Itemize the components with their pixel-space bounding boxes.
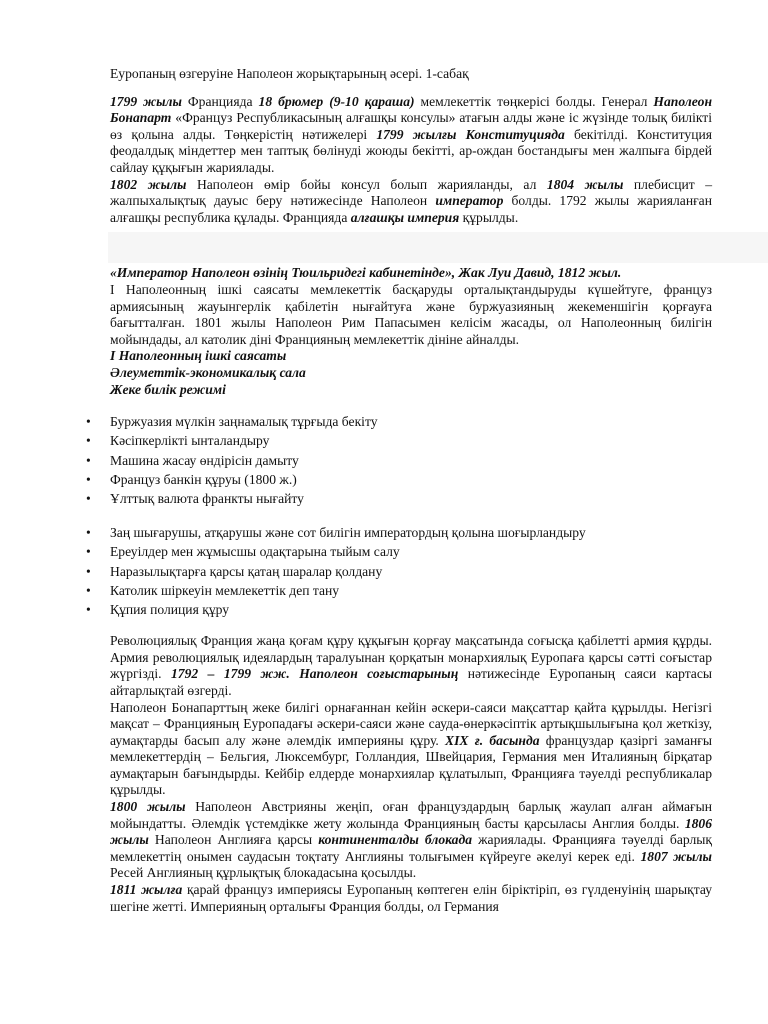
- paragraph-revolutionary-army: Революциялық Франция жаңа қоғам құру құқығын қорғау мақсатында соғысқа қабілетті армия құрды. Армия революциялық идеялардың таралуынан қорқатын монархиялық Еуропаға қарсы сәтті соғыстар жүргізді. 1792 – 1799 жж. Наполеон соғыстарының нәтижесінде Еуропаның саяси картасы айтарлықтай өзгерді.: [110, 633, 713, 698]
- list-item: • Француз банкін құруы (1800 ж.): [110, 470, 712, 489]
- paragraph-continental-blockade: 1800 жылы Наполеон Австрияны жеңіп, оған француздардың барлық жаулап алған аймағын мойындатты. Әлемдік үстемдікке жету жолында Францияның басты қарсыласы Англия болды. 1806 жылы Наполеон Англияға қарсы континенталды блокада жариялады. Францияға тәуелді барлық мемлекеттің онымен саудасын тоқтату Англияны толығымен күйреуге әкелуі керек еді. 1807 жылы Ресей Англияның құрлықтық блокадасына қосылды.: [110, 799, 713, 881]
- list-item: • Құпия полиция құру: [110, 600, 712, 619]
- list-item: • Католик шіркеуін мемлекеттік деп тану: [110, 581, 712, 600]
- emphasis-text: 1799 жылы: [110, 93, 182, 109]
- heading-socio-economic: Әлеуметтік-экономикалық сала: [110, 364, 306, 380]
- paragraph-internal-policy: І Наполеонның ішкі саясаты мемлекеттік басқаруды орталықтандыруды күшейтуге, француз армиясының жауынгерлік қабілетін нығайтуға және буржуазияның жекеменшігін қорғауға бағытталған. 1801 жылы Наполеон Рим Папасымен келісім жасады, ол Наполеонның билігін мойындады, ал католик діні Францияның мемлекеттік дініне айналды.: [110, 281, 712, 347]
- personal-power-list: [110, 523, 712, 619]
- emphasis-text: император: [435, 193, 504, 209]
- list-item: • Наразылықтарға қарсы қатаң шаралар қолдану: [110, 562, 712, 581]
- list-item: • Заң шығарушы, атқарушы және сот билігін императордың қолына шоғырландыру: [110, 523, 712, 542]
- emphasis-text: 1800 жылы: [110, 799, 186, 815]
- paragraph-military-goals: Наполеон Бонапарттың жеке билігі орнағаннан кейін әскери-саяси мақсаттар қайта құрылды. Негізгі мақсат – Францияның Еуропадағы әскери-саяси және сауда-өнеркәсіптік артықшылығына қол жеткізу, аумақтарды басып алу және әлемдік империяны құру. XIX ғ. басында француздар қазіргі заманғы мемлекеттердің – Бельгия, Люксембург, Голландия, Швейцария, Германия мен Италияның бірқатар аумақтарын бағындырды. Кейбір елдерде монархиялар құлатылып, Францияға тәуелді республикалар құрылды.: [110, 699, 712, 798]
- paragraph-brumaire: 1799 жылы Францияда 18 брюмер (9-10 қараша) мемлекеттік төңкерісі болды. Генерал Наполеон Бонапарт «Француз Республикасының алғашқы консулы» атағын алды және іс жүзінде толық билікті өз қолына алды. Төңкерістің нәтижелері 1799 жылғы Конституцияда бекітілді. Конституция феодалдық міндеттер мен таптық бөлінуді жоюды бекітті, ар-ождан бостандығы мен жалпыға бірдей сайлау құқығын жариялады.: [110, 93, 712, 175]
- emphasis-text: 1792 – 1799 жж. Наполеон соғыстарының: [171, 666, 459, 682]
- emphasis-text: 1804 жылы: [546, 176, 624, 192]
- emphasis-text: 18 брюмер (9-10 қараша): [258, 93, 415, 109]
- emphasis-text: 1806 жылы: [110, 815, 712, 848]
- emphasis-text: континенталды блокада: [318, 832, 473, 848]
- emphasis-text: XIX ғ. басында: [445, 732, 540, 748]
- painting-caption: «Император Наполеон өзінің Тюильридегі кабинетінде», Жак Луи Давид, 1812 жыл.: [110, 265, 622, 281]
- list-item: • Кәсіпкерлікті ынталандыру: [110, 431, 712, 450]
- paragraph-empire: 1802 жылы Наполеон өмір бойы консул болып жарияланды, ал 1804 жылы плебисцит – жалпыхалықтық дауыс беру нәтижесінде Наполеон император болды. 1792 жылы жарияланған алғашқы республика құлады. Францияда алғашқы империя құрылды.: [110, 176, 712, 225]
- document-body: [110, 66, 712, 915]
- emphasis-text: 1802 жылы: [110, 176, 187, 192]
- lesson-title: Еуропаның өзгеруіне Наполеон жорықтарының әсері. 1-сабақ: [110, 66, 469, 81]
- emphasis-text: Наполеон Бонапарт: [110, 93, 712, 126]
- emphasis-text: алғашқы империя: [350, 209, 460, 225]
- paragraph-empire-peak: 1811 жылға қарай француз империясы Еуропаның көптеген елін біріктіріп, өз гүлденуінің шарықтау шегіне жетті. Империяның орталығы Франция болды, ол Германия: [110, 882, 712, 914]
- emphasis-text: 1811 жылға: [110, 882, 183, 898]
- socio-economic-list: [110, 412, 712, 508]
- list-item: • Буржуазия мүлкін заңнамалық тұрғыда бекіту: [110, 412, 712, 431]
- heading-internal-policy: І Наполеонның ішкі саясаты: [110, 348, 287, 364]
- heading-personal-power: Жеке билік режимі: [110, 381, 226, 397]
- emphasis-text: 1799 жылғы Конституцияда: [376, 126, 565, 142]
- emphasis-text: 1807 жылы: [640, 848, 712, 864]
- list-item: • Ұлттық валюта франкты нығайту: [110, 489, 712, 508]
- list-item: • Ереуілдер мен жұмысшы одақтарына тыйым салу: [110, 542, 712, 561]
- list-item: • Машина жасау өндірісін дамыту: [110, 451, 712, 470]
- image-placeholder-band: [108, 232, 768, 263]
